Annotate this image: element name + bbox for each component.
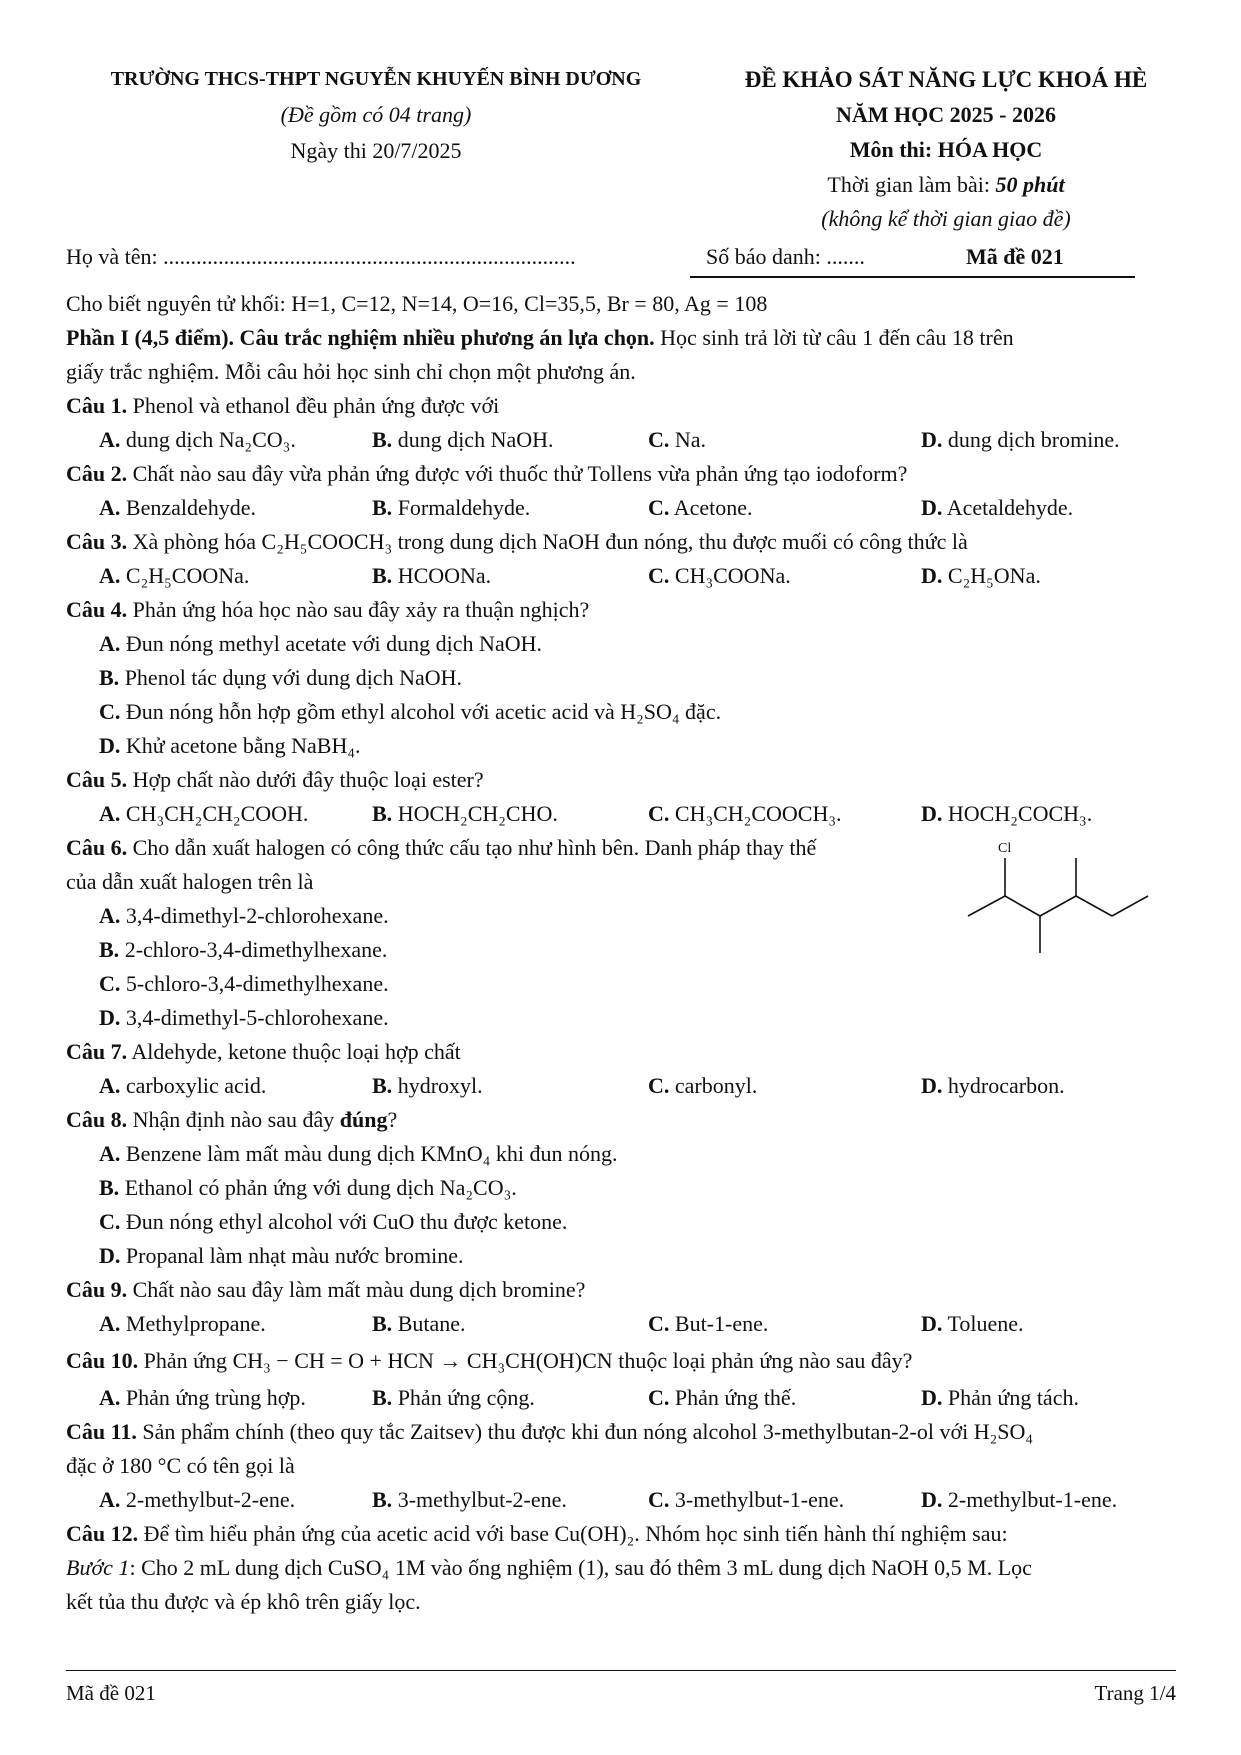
part1-instr-2: giấy trắc nghiệm. Mỗi câu hỏi học sinh chỉ chọn một phương án. [66,359,636,384]
carbon-skeleton [968,858,1148,953]
atomic-masses: Cho biết nguyên tử khối: H=1, C=12, N=14, O=16, Cl=35,5, Br = 80, Ag = 108 [66,291,768,316]
question-10-options [66,1381,1176,1415]
question-8: Câu 8. Nhận định nào sau đây đúng? [66,1107,398,1132]
question-number: Câu 11. [66,1419,137,1444]
subject-label: Môn thi: [849,137,938,162]
option-d[interactable]: D. 2-methylbut-1-ene. [921,1487,1118,1512]
question-11-text-2: đặc ở 180 °C có tên gọi là [66,1453,295,1478]
part1-heading [66,321,1176,355]
school-year: NĂM HỌC 2025 - 2026 [836,102,1056,127]
option-c[interactable]: C. Phản ứng thế. [648,1385,797,1410]
question-text: Hợp chất nào dưới đây thuộc loại ester? [127,767,484,792]
option-b[interactable]: B. dung dịch NaOH. [372,427,554,452]
option-b[interactable]: B. 3-methylbut-2-ene. [372,1487,567,1512]
candidate-number-field[interactable]: Số báo danh: ....... [706,244,865,269]
question-2 [66,457,1176,491]
option-d[interactable]: D. Toluene. [921,1311,1024,1336]
question-number: Câu 8. [66,1107,128,1132]
option-a[interactable]: A. 3,4-dimethyl-2-chlorohexane. [99,903,389,928]
option-d[interactable]: D. HOCH₂COCH₃. [921,801,1093,826]
option-b[interactable]: B. Ethanol có phản ứng với dung dịch Na₂CO₃. [99,1175,517,1200]
question-12-step-1-cont: kết tủa thu được và ép khô trên giấy lọc. [66,1589,421,1614]
option-b[interactable]: B. Phản ứng cộng. [372,1385,535,1410]
name-field[interactable]: Họ và tên: ........................................................................... [66,244,576,269]
option-a[interactable]: A. Đun nóng methyl acetate với dung dịch NaOH. [99,631,542,656]
option-b[interactable]: B. HOCH₂CH₂CHO. [372,801,558,826]
subject-line [716,132,1176,168]
question-number: Câu 4. [66,597,128,622]
option-c[interactable]: C. 3-methylbut-1-ene. [648,1487,845,1512]
bond-c3-c4 [1040,896,1076,916]
bond-c5-c6 [1112,896,1148,916]
header-divider [690,276,1135,278]
option-b[interactable]: B. Formaldehyde. [372,495,531,520]
header-left [66,62,686,168]
time-value: 50 phút [995,172,1065,197]
question-number: Câu 5. [66,767,128,792]
option-b[interactable]: B. hydroxyl. [372,1073,483,1098]
question-number: Câu 7. [66,1039,128,1064]
question-number: Câu 6. [66,835,128,860]
exam-content [66,287,1176,1619]
option-d[interactable]: D. Acetaldehyde. [921,495,1074,520]
time-line [716,168,1176,202]
question-5-options [66,797,1176,831]
bond-c1-c2 [968,896,1005,916]
page-number: Trang 1/4 [1094,1681,1176,1705]
halogen-structure-diagram [965,838,1170,953]
option-c[interactable]: C. Đun nóng hỗn hợp gồm ethyl alcohol với acetic acid và H₂SO₄ đặc. [99,699,722,724]
question-11-options [66,1483,1176,1517]
question-11 [66,1415,1176,1449]
option-c[interactable]: C. carbonyl. [648,1073,758,1098]
question-6-text-2: của dẫn xuất halogen trên là [66,869,314,894]
chlorine-label: Cl [998,841,1012,856]
pages-note: (Đề gồm có 04 trang) [280,102,472,127]
question-text: Aldehyde, ketone thuộc loại hợp chất [127,1039,461,1064]
time-label: Thời gian làm bài: [827,172,996,197]
option-d[interactable]: D. Propanal làm nhạt màu nước bromine. [99,1243,464,1268]
header-right [716,62,1176,236]
question-12-step-1: Bước 1: Cho 2 mL dung dịch CuSO₄ 1M vào ống nghiệm (1), sau đó thêm 3 mL dung dịch NaOH 0,5 M. Lọc [66,1555,1032,1580]
question-3 [66,525,1176,559]
question-text: Phản ứng hóa học nào sau đây xảy ra thuận nghịch? [127,597,590,622]
option-d[interactable]: D. 3,4-dimethyl-5-chlorohexane. [99,1005,389,1030]
footer-divider [66,1670,1176,1671]
option-c[interactable]: C. But-1-ene. [648,1311,769,1336]
option-d[interactable]: D. Phản ứng tách. [921,1385,1079,1410]
option-a[interactable]: A. Methylpropane. [99,1311,266,1336]
page-footer [66,1676,1176,1710]
part1-title: Phần I (4,5 điểm). Câu trắc nghiệm nhiều phương án lựa chọn. [66,325,655,350]
question-number: Câu 10. [66,1348,139,1373]
question-7-options [66,1069,1176,1103]
option-b[interactable]: B. Phenol tác dụng với dung dịch NaOH. [99,665,462,690]
question-4 [66,593,1176,627]
exam-code: Mã đề 021 [966,244,1064,269]
question-text: Xà phòng hóa C₂H₅COOCH₃ trong dung dịch NaOH đun nóng, thu được muối có công thức là [127,529,968,554]
reaction-equation: CH₃ − CH = O + HCN → CH₃CH(OH)CN [232,1348,613,1373]
option-a[interactable]: A. Benzene làm mất màu dung dịch KMnO₄ khi đun nóng. [99,1141,618,1166]
option-b[interactable]: B. HCOONa. [372,563,492,588]
option-c[interactable]: C. CH₃COONa. [648,563,791,588]
question-text: Chất nào sau đây vừa phản ứng được với thuốc thử Tollens vừa phản ứng tạo iodoform? [127,461,908,486]
question-2-options [66,491,1176,525]
student-info-line [66,240,1131,276]
option-c[interactable]: C. Acetone. [648,495,753,520]
option-b[interactable]: B. Butane. [372,1311,466,1336]
school-name: TRƯỜNG THCS-THPT NGUYỄN KHUYẾN BÌNH DƯƠNG [110,68,642,90]
question-number: Câu 12. [66,1521,139,1546]
question-number: Câu 2. [66,461,128,486]
subject-name: HÓA HỌC [937,137,1043,162]
question-text: Để tìm hiểu phản ứng của acetic acid với base Cu(OH)₂. Nhóm học sinh tiến hành thí nghiệm sau: [138,1521,1008,1546]
option-d[interactable]: D. C₂H₅ONa. [921,563,1041,588]
question-7 [66,1035,1176,1069]
bond-c4-c5 [1076,896,1112,916]
question-9-options [66,1307,1176,1341]
question-3-options [66,559,1176,593]
option-d[interactable]: D. hydrocarbon. [921,1073,1065,1098]
question-9 [66,1273,1176,1307]
option-c[interactable]: C. Đun nóng ethyl alcohol với CuO thu được ketone. [99,1209,568,1234]
question-number: Câu 1. [66,393,128,418]
option-a[interactable]: A. Phản ứng trùng hợp. [99,1385,306,1410]
option-a[interactable]: A. CH₃CH₂CH₂COOH. [99,801,309,826]
option-a[interactable]: A. Benzaldehyde. [99,495,256,520]
question-number: Câu 3. [66,529,128,554]
question-text: Sản phẩm chính (theo quy tắc Zaitsev) thu được khi đun nóng alcohol 3-methylbutan-2-ol với H₂SO₄ [136,1419,1034,1444]
exam-title: ĐỀ KHẢO SÁT NĂNG LỰC KHOÁ HÈ [744,67,1148,92]
option-c[interactable]: C. 5-chloro-3,4-dimethylhexane. [99,971,389,996]
option-a[interactable]: A. 2-methylbut-2-ene. [99,1487,296,1512]
question-12 [66,1517,1176,1551]
question-text: Cho dẫn xuất halogen có công thức cấu tạo như hình bên. Danh pháp thay thế [127,835,817,860]
part1-instr-1: Học sinh trả lời từ câu 1 đến câu 18 trên [654,325,1014,350]
question-number: Câu 9. [66,1277,128,1302]
option-a[interactable]: A. dung dịch Na₂CO₃. [99,427,296,452]
option-c[interactable]: C. Na. [648,427,707,452]
question-1 [66,389,1176,423]
option-d[interactable]: D. Khử acetone bằng NaBH₄. [99,733,361,758]
exam-header [66,62,1176,262]
option-a[interactable]: A. C₂H₅COONa. [99,563,250,588]
question-1-options [66,423,1176,457]
question-10: Câu 10. Phản ứng CH₃ − CH = O + HCN → CH₃CH(OH)CN thuộc loại phản ứng nào sau đây? [66,1348,913,1373]
footer-exam-code: Mã đề 021 [66,1681,156,1705]
time-note: (không kể thời gian giao đề) [821,206,1071,231]
option-c[interactable]: C. CH₃CH₂COOCH₃. [648,801,842,826]
option-b[interactable]: B. 2-chloro-3,4-dimethylhexane. [99,937,388,962]
question-text: Chất nào sau đây làm mất màu dung dịch bromine? [127,1277,586,1302]
bond-c2-c3 [1005,896,1040,916]
question-text: Phenol và ethanol đều phản ứng được với [127,393,500,418]
exam-date: Ngày thi 20/7/2025 [290,138,462,163]
question-5 [66,763,1176,797]
option-a[interactable]: A. carboxylic acid. [99,1073,267,1098]
option-d[interactable]: D. dung dịch bromine. [921,427,1120,452]
